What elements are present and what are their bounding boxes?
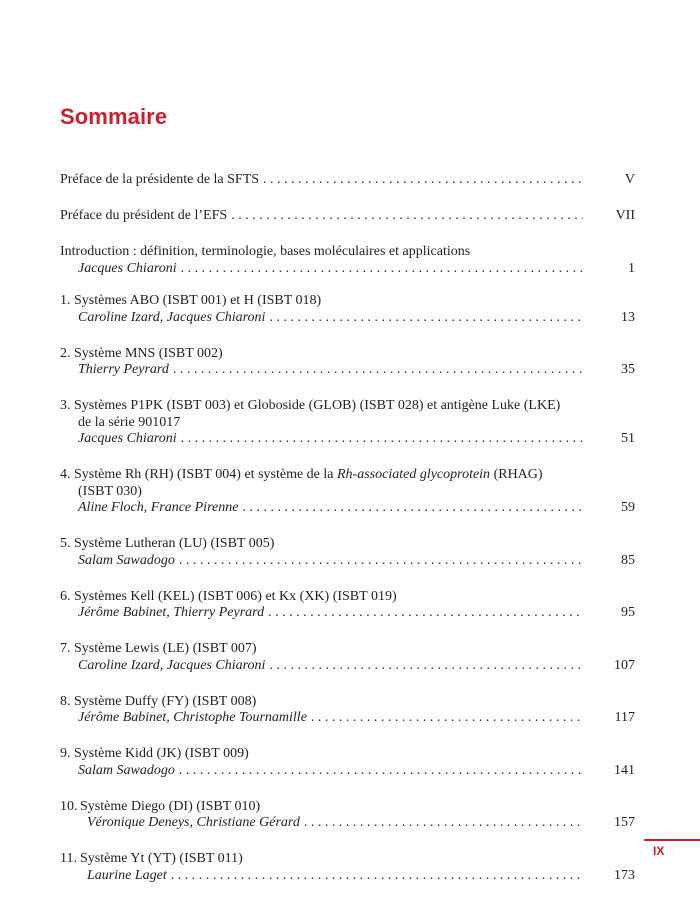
toc-entry-title-part: Système Rh (RH) (ISBT 004) et système de la bbox=[74, 467, 337, 482]
toc-entry-page: 59 bbox=[621, 500, 635, 515]
toc-entry-title: Système Kidd (JK) (ISBT 009) bbox=[74, 746, 249, 761]
toc-entry-author: Caroline Izard, Jacques Chiaroni bbox=[78, 657, 266, 673]
toc-entry-title: Systèmes Kell (KEL) (ISBT 006) et Kx (XK) (ISBT 019) bbox=[74, 588, 397, 604]
toc-entry-chapter-9[interactable] bbox=[60, 746, 635, 779]
toc-entry-title: Introduction : définition, terminologie, bases moléculaires et applications bbox=[60, 244, 471, 259]
toc-entry-title: Préface du président de l’EFS bbox=[60, 208, 228, 223]
toc-entry-number: 6. bbox=[60, 588, 71, 604]
toc-entry-chapter-4[interactable] bbox=[60, 467, 635, 517]
toc-entry-title-continuation: (ISBT 030) bbox=[78, 483, 142, 499]
toc-entry-number: 1. bbox=[60, 293, 71, 308]
toc-entry-title bbox=[74, 467, 543, 484]
toc-entry-title-part: (RHAG) bbox=[490, 467, 543, 482]
toc-entry-page: 173 bbox=[614, 867, 635, 883]
toc-entry-chapter-11[interactable] bbox=[60, 851, 635, 884]
page-title: Sommaire bbox=[60, 104, 168, 129]
toc-entry-title: Système MNS (ISBT 002) bbox=[74, 345, 223, 361]
toc-entry-page: 107 bbox=[614, 657, 635, 673]
toc-entry-author: Jérôme Babinet, Thierry Peyrard bbox=[78, 605, 265, 620]
toc-entry-author: Caroline Izard, Jacques Chiaroni bbox=[78, 309, 266, 325]
toc-entry-title: Système Lewis (LE) (ISBT 007) bbox=[74, 641, 257, 656]
toc-entry-author: Jacques Chiaroni bbox=[78, 260, 177, 276]
dot-leader bbox=[173, 362, 583, 379]
toc-entry-page: 51 bbox=[621, 431, 635, 446]
toc-entry-number: 4. bbox=[60, 467, 71, 482]
toc-entry-page: 13 bbox=[621, 309, 635, 325]
dot-leader bbox=[179, 763, 583, 780]
dot-leader bbox=[179, 553, 583, 570]
dot-leader bbox=[268, 605, 583, 622]
toc-entry-title: Systèmes ABO (ISBT 001) et H (ISBT 018) bbox=[74, 293, 322, 308]
toc-entry-title-emphasis: Rh-associated glycoprotein bbox=[337, 467, 491, 482]
dot-leader bbox=[231, 208, 583, 225]
table-of-contents bbox=[60, 172, 635, 904]
dot-leader bbox=[171, 868, 583, 885]
toc-entry-author: Jérôme Babinet, Christophe Tournamille bbox=[78, 710, 307, 725]
toc-entry-chapter-3[interactable] bbox=[60, 398, 635, 448]
toc-entry-chapter-6[interactable] bbox=[60, 589, 635, 622]
page-number: IX bbox=[653, 844, 665, 858]
toc-entry-title-continuation: de la série 901017 bbox=[78, 414, 181, 430]
dot-leader bbox=[269, 310, 583, 327]
toc-entry-page: V bbox=[624, 172, 635, 187]
toc-entry-page: 35 bbox=[621, 362, 635, 377]
dot-leader bbox=[269, 658, 583, 675]
toc-entry-page: 1 bbox=[628, 260, 635, 276]
toc-entry-number: 9. bbox=[60, 746, 71, 761]
toc-entry-number: 11. bbox=[60, 851, 77, 866]
dot-leader bbox=[181, 261, 583, 278]
toc-entry-number: 5. bbox=[60, 536, 71, 551]
toc-entry-chapter-10[interactable] bbox=[60, 799, 635, 832]
toc-entry-page: VII bbox=[615, 208, 635, 223]
dot-leader bbox=[181, 431, 583, 448]
toc-entry-title: Préface de la présidente de la SFTS bbox=[60, 172, 260, 187]
toc-entry-chapter-5[interactable] bbox=[60, 536, 635, 569]
dot-leader bbox=[311, 710, 583, 727]
toc-entry-number: 2. bbox=[60, 345, 71, 361]
toc-entry-chapter-8[interactable] bbox=[60, 694, 635, 727]
toc-entry-author: Jacques Chiaroni bbox=[78, 431, 177, 446]
toc-entry-title: Système Lutheran (LU) (ISBT 005) bbox=[74, 536, 275, 551]
dot-leader bbox=[304, 815, 583, 832]
toc-entry-page: 157 bbox=[614, 815, 635, 830]
toc-entry-author: Salam Sawadogo bbox=[78, 552, 175, 568]
toc-entry-number: 7. bbox=[60, 641, 71, 656]
toc-entry-page: 117 bbox=[614, 710, 635, 725]
toc-entry-preface-efs[interactable] bbox=[60, 208, 635, 225]
toc-entry-chapter-2[interactable] bbox=[60, 346, 635, 379]
toc-entry-title: Système Yt (YT) (ISBT 011) bbox=[80, 851, 243, 866]
toc-entry-page: 95 bbox=[621, 605, 635, 620]
toc-entry-title: Système Diego (DI) (ISBT 010) bbox=[80, 798, 261, 814]
dot-leader bbox=[242, 500, 583, 517]
toc-entry-author: Laurine Laget bbox=[87, 867, 167, 883]
toc-entry-author: Thierry Peyrard bbox=[78, 362, 169, 377]
dot-leader bbox=[263, 172, 583, 189]
toc-entry-introduction[interactable] bbox=[60, 244, 635, 277]
toc-entry-author: Salam Sawadogo bbox=[78, 762, 175, 778]
toc-entry-number: 3. bbox=[60, 398, 71, 413]
toc-entry-author: Aline Floch, France Pirenne bbox=[78, 500, 239, 515]
toc-entry-title: Systèmes P1PK (ISBT 003) et Globoside (GLOB) (ISBT 028) et antigène Luke (LKE) bbox=[74, 398, 561, 413]
toc-entry-number: 10. bbox=[60, 798, 78, 814]
toc-entry-author: Véronique Deneys, Christiane Gérard bbox=[87, 815, 300, 830]
toc-entry-preface-sfts[interactable] bbox=[60, 172, 635, 189]
toc-entry-title: Système Duffy (FY) (ISBT 008) bbox=[74, 693, 257, 709]
toc-entry-page: 85 bbox=[621, 552, 635, 568]
toc-entry-chapter-1[interactable] bbox=[60, 293, 635, 326]
folio-rule bbox=[644, 839, 700, 841]
toc-entry-number: 8. bbox=[60, 693, 71, 709]
toc-entry-chapter-7[interactable] bbox=[60, 641, 635, 674]
toc-entry-page: 141 bbox=[614, 762, 635, 778]
